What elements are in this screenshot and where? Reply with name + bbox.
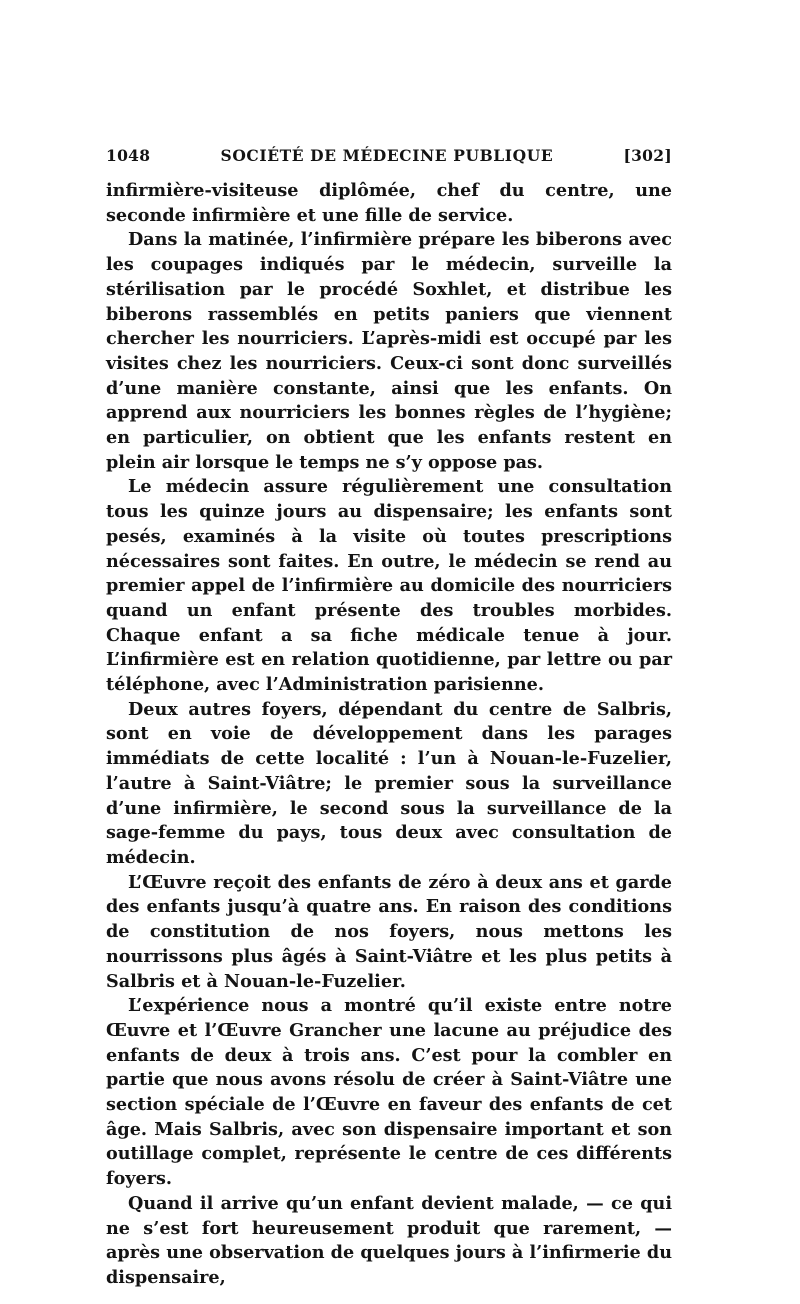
paragraph: Le médecin assure régulièrement une consultation tous les quinze jours au dispensaire; les enfants sont pesés, examinés à la visite où toutes prescriptions nécessaires sont faites. En outre, le médecin se rend au premier appel de l’infirmière au domicile des nourriciers quand un enfant présente des troubles morbides. Chaque enfant a sa fiche médicale tenue à jour. L’infirmière est en relation quotidienne, par lettre ou par téléphone, avec l’Administration parisienne. [106, 476, 672, 696]
paragraph-continued: infirmière-visiteuse diplômée, chef du centre, une seconde infirmière et une fille de service. [106, 180, 672, 226]
paragraph: L’expérience nous a montré qu’il existe entre notre Œuvre et l’Œuvre Grancher une lacune au préjudice des enfants de deux à trois ans. C’est pour la combler en partie que nous avons résolu de créer à Saint-Viâtre une section spéciale de l’Œuvre en faveur des enfants de cet âge. Mais Salbris, avec son dispensaire important et son outillage complet, représente le centre de ces différents foyers. [106, 995, 672, 1190]
running-head [106, 146, 672, 168]
paragraph: Dans la matinée, l’infirmière prépare les biberons avec les coupages indiqués par le médecin, surveille la stérilisation par le procédé Soxhlet, et distribue les biberons rassemblés en petits paniers que viennent chercher les nourriciers. L’après-midi est occupé par les visites chez les nourriciers. Ceux-ci sont donc surveillés d’une manière constante, ainsi que les enfants. On apprend aux nourriciers les bonnes règles de l’hygiène; en particulier, on obtient que les enfants restent en plein air lorsque le temps ne s’y oppose pas. [106, 229, 672, 473]
paragraph: Quand il arrive qu’un enfant devient malade, — ce qui ne s’est fort heureusement produit que rarement, — après une observation de quelques jours à l’infirmerie du dispensaire, [106, 1192, 672, 1288]
running-title: SOCIÉTÉ DE MÉDECINE PUBLIQUE [220, 146, 554, 165]
paragraph: Deux autres foyers, dépendant du centre de Salbris, sont en voie de développement dans les parages immédiats de cette localité : l’un à Nouan-le-Fuzelier, l’autre à Saint-Viâtre; le premier sous la surveillance d’une infirmière, le second sous la surveillance de la sage-femme du pays, tous deux avec consultation de médecin. [106, 698, 672, 868]
body-text [106, 179, 672, 1291]
bracket-page-number: [302] [623, 146, 672, 165]
paragraph: L’Œuvre reçoit des enfants de zéro à deux ans et garde des enfants jusqu’à quatre ans. En raison des conditions de constitution de nos foyers, nous mettons les nourrissons plus âgés à Saint-Viâtre et les plus petits à Salbris et à Nouan-le-Fuzelier. [106, 871, 672, 992]
page-number: 1048 [106, 146, 151, 165]
